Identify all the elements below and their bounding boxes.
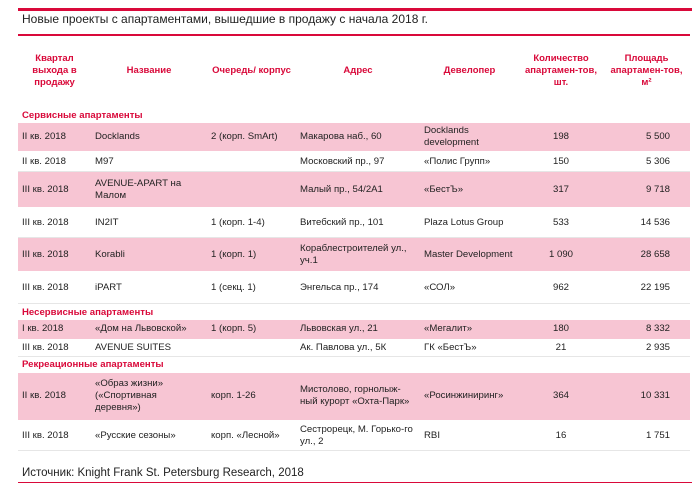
cell-quarter: II кв. 2018: [18, 373, 91, 421]
header-address: Адрес: [343, 65, 373, 76]
table-row: [18, 238, 690, 272]
cell-stage: 1 (корп. 1): [207, 238, 296, 272]
header-quarter: Квартал выхода в продажу: [32, 53, 77, 88]
cell-stage: [207, 152, 296, 172]
section-label: Рекреационные апартаменты: [18, 356, 690, 373]
cell-name: Korabli: [91, 238, 207, 272]
table-row: [18, 172, 690, 208]
cell-address: Ак. Павлова ул., 5К: [296, 339, 420, 356]
section-row-service: [18, 107, 690, 124]
header-area: Площадь апартамен-тов, м²: [610, 53, 683, 88]
table-row: [18, 208, 690, 238]
cell-stage: [207, 339, 296, 356]
cell-area: 1 751: [603, 421, 690, 451]
cell-area: 5 306: [603, 152, 690, 172]
cell-count: 198: [519, 123, 603, 152]
cell-area: 5 500: [603, 123, 690, 152]
cell-address: Львовская ул., 21: [296, 320, 420, 339]
cell-quarter: II кв. 2018: [18, 123, 91, 152]
cell-area: 2 935: [603, 339, 690, 356]
cell-quarter: I кв. 2018: [18, 320, 91, 339]
cell-name: iPART: [91, 272, 207, 304]
cell-area: 9 718: [603, 172, 690, 208]
cell-stage: корп. 1-26: [207, 373, 296, 421]
cell-quarter: III кв. 2018: [18, 208, 91, 238]
cell-quarter: III кв. 2018: [18, 421, 91, 451]
cell-count: 16: [519, 421, 603, 451]
cell-developer: RBI: [420, 421, 519, 451]
header-count: Количество апартамен-тов, шт.: [525, 53, 597, 88]
cell-developer: Plaza Lotus Group: [420, 208, 519, 238]
cell-developer: «Мегалит»: [420, 320, 519, 339]
cell-count: 364: [519, 373, 603, 421]
cell-name: IN2IT: [91, 208, 207, 238]
cell-name: M97: [91, 152, 207, 172]
cell-count: 962: [519, 272, 603, 304]
apartments-table: [18, 36, 690, 451]
cell-stage: корп. «Лесной»: [207, 421, 296, 451]
cell-developer: Master Development: [420, 238, 519, 272]
cell-area: 14 536: [603, 208, 690, 238]
header-developer: Девелопер: [443, 65, 496, 76]
cell-address: Кораблестроителей ул., уч.1: [296, 238, 420, 272]
cell-address: Малый пр., 54/2А1: [296, 172, 420, 208]
cell-count: 180: [519, 320, 603, 339]
cell-stage: 1 (секц. 1): [207, 272, 296, 304]
section-row-recreation: [18, 356, 690, 373]
cell-developer: «БестЪ»: [420, 172, 519, 208]
cell-developer: «Росинжиниринг»: [420, 373, 519, 421]
cell-stage: 2 (корп. SmArt): [207, 123, 296, 152]
cell-address: Московский пр., 97: [296, 152, 420, 172]
header-row: [18, 36, 690, 107]
table-row: [18, 272, 690, 304]
cell-address: Сестрорецк, М. Горько-го ул., 2: [296, 421, 420, 451]
cell-name: AVENUE-APART на Малом: [91, 172, 207, 208]
cell-quarter: III кв. 2018: [18, 272, 91, 304]
cell-count: 1 090: [519, 238, 603, 272]
table-row: [18, 373, 690, 421]
table-title: Новые проекты с апартаментами, вышедшие в продажу с начала 2018 г.: [22, 12, 428, 26]
cell-address: Энгельса пр., 174: [296, 272, 420, 304]
cell-count: 317: [519, 172, 603, 208]
cell-area: 22 195: [603, 272, 690, 304]
cell-stage: [207, 172, 296, 208]
cell-developer: «Полис Групп»: [420, 152, 519, 172]
cell-stage: 1 (корп. 5): [207, 320, 296, 339]
header-stage: Очередь/ корпус: [212, 65, 291, 76]
table-row: [18, 320, 690, 339]
cell-area: 8 332: [603, 320, 690, 339]
cell-count: 533: [519, 208, 603, 238]
cell-address: Макарова наб., 60: [296, 123, 420, 152]
cell-quarter: III кв. 2018: [18, 339, 91, 356]
cell-stage: 1 (корп. 1-4): [207, 208, 296, 238]
cell-count: 150: [519, 152, 603, 172]
cell-developer: «СОЛ»: [420, 272, 519, 304]
cell-quarter: III кв. 2018: [18, 172, 91, 208]
cell-developer: ГК «БестЪ»: [420, 339, 519, 356]
cell-name: «Дом на Львовской»: [91, 320, 207, 339]
bottom-rule: [18, 482, 692, 483]
cell-name: AVENUE SUITES: [91, 339, 207, 356]
section-label: Сервисные апартаменты: [18, 107, 690, 124]
cell-name: «Образ жизни» («Спортивная деревня»): [91, 373, 207, 421]
cell-address: Витебский пр., 101: [296, 208, 420, 238]
section-row-nonservice: [18, 304, 690, 321]
table-row: [18, 123, 690, 152]
table-container: [18, 34, 690, 451]
table-row: [18, 152, 690, 172]
top-rule: [18, 8, 692, 11]
cell-name: «Русские сезоны»: [91, 421, 207, 451]
cell-area: 28 658: [603, 238, 690, 272]
cell-address: Мистолово, горнолыж-ный курорт «Охта-Парк»: [296, 373, 420, 421]
section-label: Несервисные апартаменты: [18, 304, 690, 321]
cell-area: 10 331: [603, 373, 690, 421]
table-row: [18, 339, 690, 356]
cell-developer: Docklands development: [420, 123, 519, 152]
header-name: Название: [126, 65, 172, 76]
source-note: Источник: Knight Frank St. Petersburg Research, 2018: [22, 467, 304, 479]
cell-count: 21: [519, 339, 603, 356]
cell-quarter: II кв. 2018: [18, 152, 91, 172]
table-row: [18, 421, 690, 451]
cell-name: Docklands: [91, 123, 207, 152]
cell-quarter: III кв. 2018: [18, 238, 91, 272]
